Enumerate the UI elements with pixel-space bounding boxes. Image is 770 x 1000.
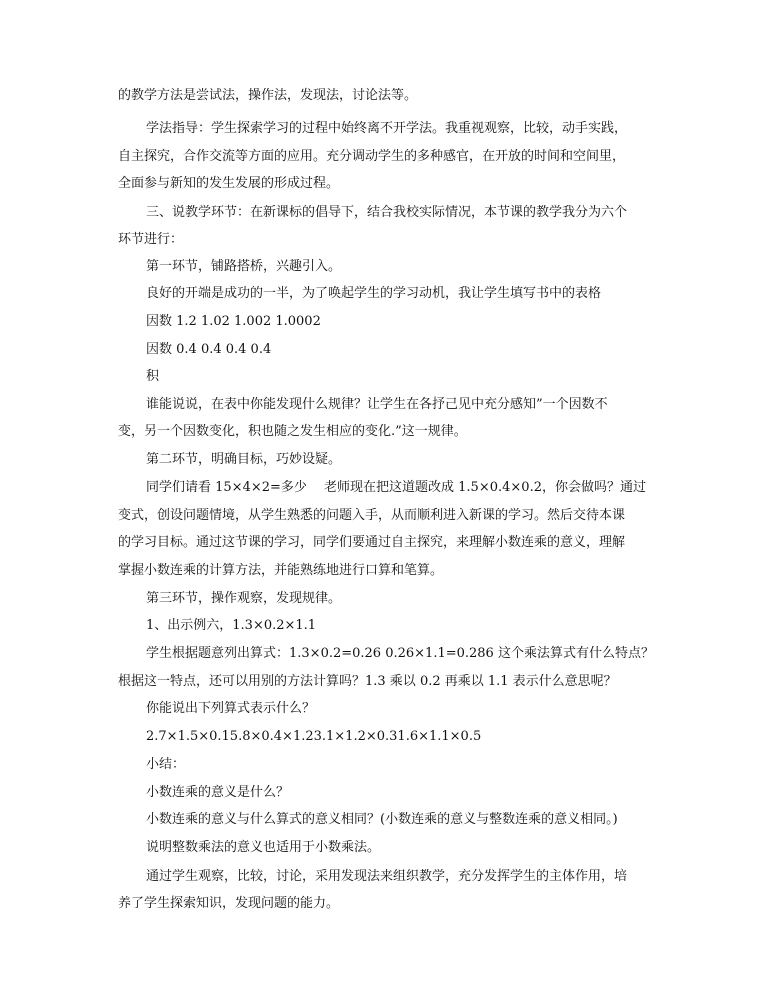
text-line-7: 第一环节，铺路搭桥，兴趣引入。 [146,259,342,274]
text-line-19: 第三环节，操作观察，发现规律。 [146,591,342,606]
text-line-13: 变，另一个因数变化，积也随之发生相应的变化.”这一规律。 [118,424,467,439]
text-line-1: 的教学方法是尝试法，操作法，发现法，讨论法等。 [118,88,418,103]
text-line-3: 自主探究，合作交流等方面的应用。充分调动学生的多种感官，在开放的时间和空间里， [118,149,626,164]
text-line-29: 通过学生观察，比较，讨论，采用发现法来组织教学，充分发挥学生的主体作用，培 [146,869,628,884]
text-line-20: 1、出示例六，1.3×0.2×1.1 [146,618,317,633]
text-line-8: 良好的开端是成功的一半，为了唤起学生的学习动机，我让学生填写书中的表格 [146,286,602,301]
text-line-23: 你能说出下列算式表示什么？ [146,701,316,716]
text-line-18: 掌握小数连乘的计算方法，并能熟练地进行口算和笔算。 [118,563,444,578]
text-line-26: 小数连乘的意义是什么？ [146,785,290,800]
text-line-30: 养了学生探索知识，发现问题的能力。 [118,896,340,911]
text-line-22: 根据这一特点，还可以用别的方法计算吗？1.3 乘以 0.2 再乘以 1.1 表示什么意思呢？ [118,674,617,689]
text-line-4: 全面参与新知的发生发展的形成过程。 [118,176,340,191]
text-line-15: 同学们请看 15×4×2=多少 老师现在把这道题改成 1.5×0.4×0.2，你会做吗？通过 [146,480,646,495]
text-line-2: 学法指导：学生探索学习的过程中始终离不开学法。我重视观察，比较，动手实践， [146,121,628,136]
text-line-27: 小数连乘的意义与什么算式的意义相同？(小数连乘的意义与整数连乘的意义相同。) [146,812,618,827]
text-line-28: 说明整数乘法的意义也适用于小数乘法。 [146,840,381,855]
text-line-25: 小结： [146,757,186,772]
text-line-17: 的学习目标。通过这节课的学习，同学们要通过自主探究，来理解小数连乘的意义，理解 [118,535,626,550]
text-line-12: 谁能说说，在表中你能发现什么规律？让学生在各抒己见中充分感知”一个因数不 [146,397,608,412]
text-line-21: 学生根据题意列出算式：1.3×0.2=0.26 0.26×1.1=0.286 这个乘法算式有什么特点？ [146,646,654,661]
text-line-10: 因数 0.4 0.4 0.4 0.4 [146,342,272,357]
text-line-11: 积 [146,369,160,384]
text-line-16: 变式，创设问题情境，从学生熟悉的问题入手，从而顺利进入新课的学习。然后交待本课 [118,508,626,523]
text-line-9: 因数 1.2 1.02 1.002 1.0002 [146,314,321,329]
text-line-5: 三、说教学环节：在新课标的倡导下，结合我校实际情况，本节课的教学我分为六个 [146,205,628,220]
text-line-6: 环节进行： [118,232,184,247]
text-line-14: 第二环节，明确目标，巧妙设疑。 [146,452,342,467]
text-line-24: 2.7×1.5×0.15.8×0.4×1.23.1×1.2×0.31.6×1.1×0.5 [146,729,482,744]
